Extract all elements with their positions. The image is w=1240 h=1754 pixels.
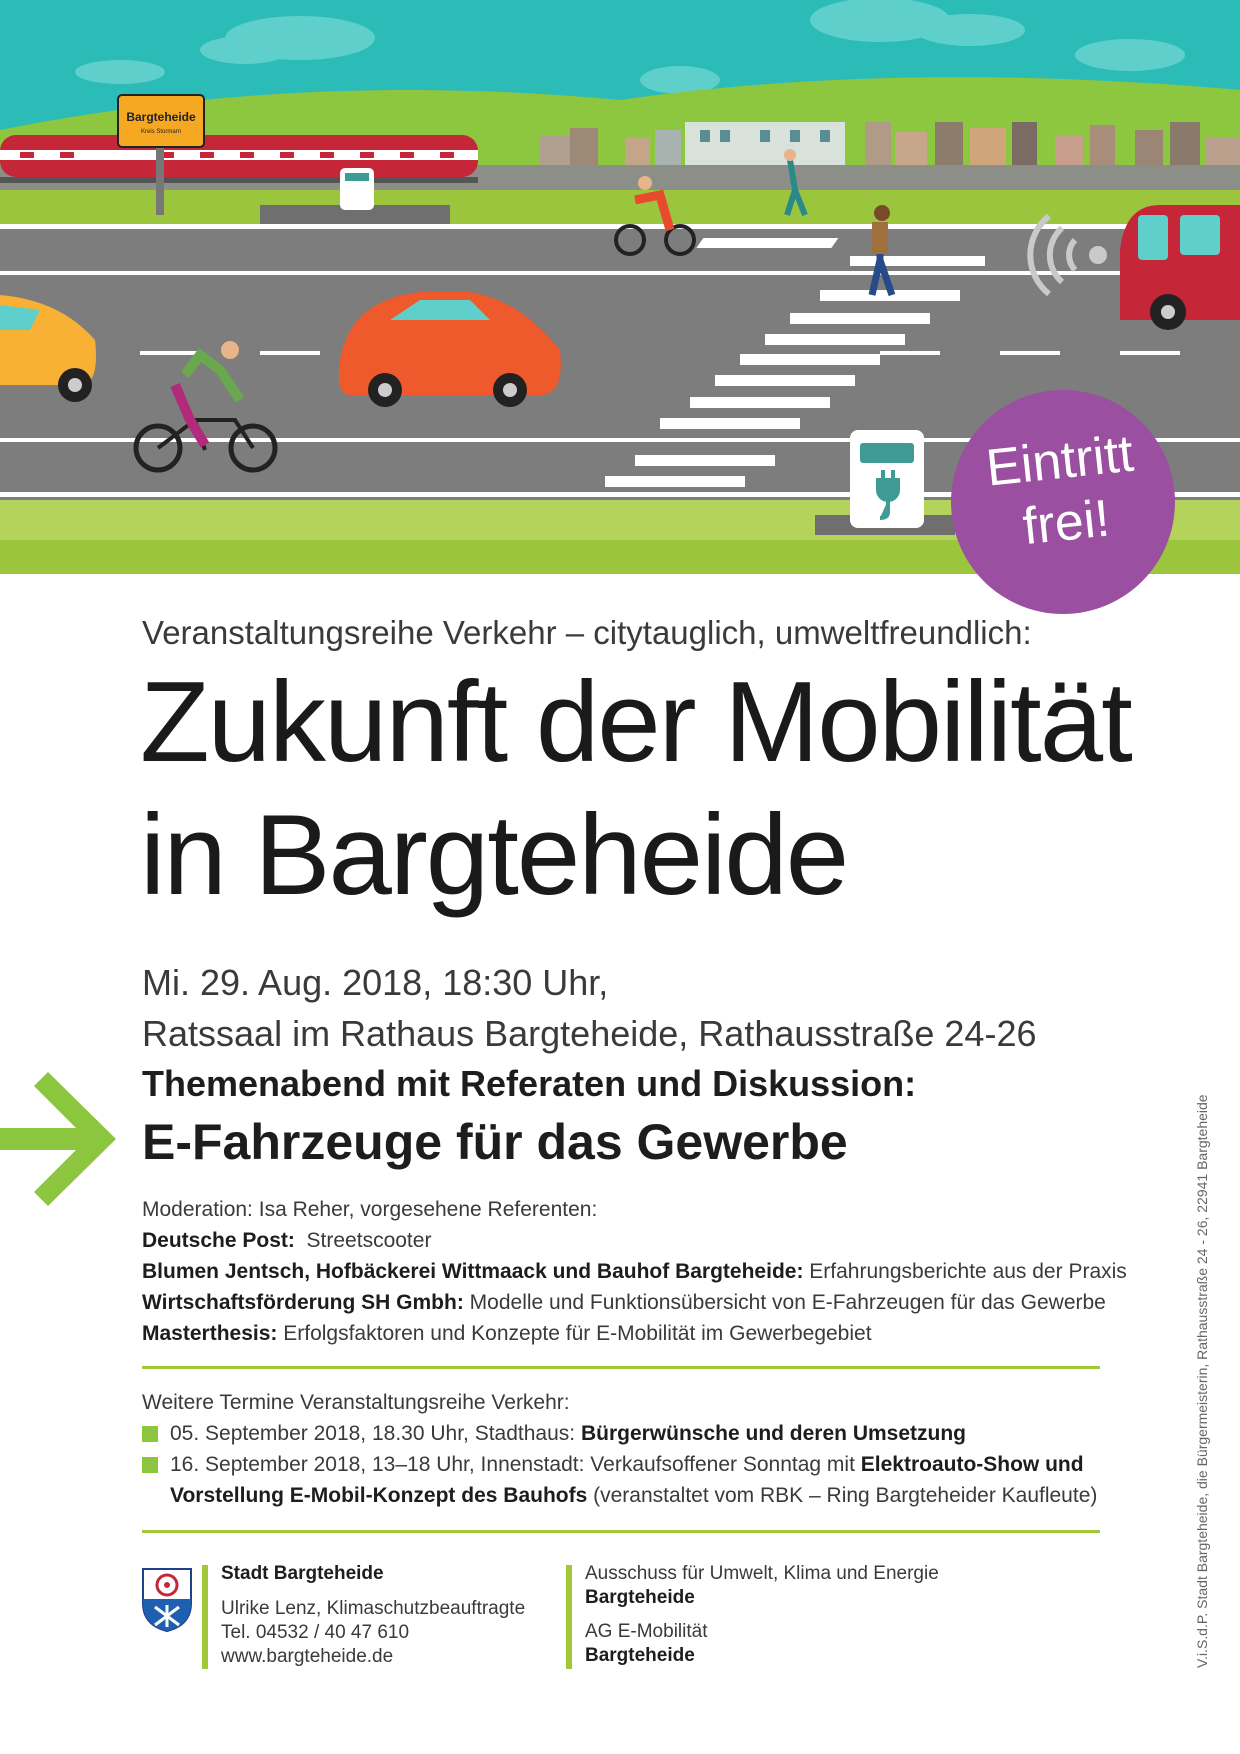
event-subject: E-Fahrzeuge für das Gewerbe xyxy=(142,1114,848,1170)
free-entry-badge-text xyxy=(945,419,1181,566)
more-dates-heading: Weitere Termine Veranstaltungsreihe Verkehr: xyxy=(142,1391,570,1414)
speaker-row xyxy=(142,1291,1106,1315)
speaker-topic: Modelle und Funktionsübersicht von E-Fahrzeugen für das Gewerbe xyxy=(469,1291,1106,1314)
divider xyxy=(142,1530,1100,1533)
more-dates-text: 16. September 2018, 13–18 Uhr, Innenstadt: Verkaufsoffener Sonntag mit xyxy=(170,1453,861,1476)
more-dates-bold: Vorstellung E-Mobil-Konzept des Bauhofs xyxy=(170,1484,588,1507)
footer-website: www.bargteheide.de xyxy=(221,1646,394,1667)
moderation-line: Moderation: Isa Reher, vorgesehene Referenten: xyxy=(142,1198,598,1221)
speaker-row xyxy=(142,1260,1127,1284)
more-dates-bold: Bürgerwünsche und deren Umsetzung xyxy=(580,1422,966,1445)
speaker-topic: Streetscooter xyxy=(306,1229,432,1252)
more-dates-item xyxy=(170,1422,966,1446)
speaker-name: Deutsche Post: xyxy=(142,1229,295,1252)
more-dates-item xyxy=(170,1453,1084,1477)
footer-committee-town: Bargteheide xyxy=(585,1587,695,1608)
divider xyxy=(142,1366,1100,1369)
speaker-topic: Erfahrungsberichte aus der Praxis xyxy=(809,1260,1127,1283)
town-crest-icon xyxy=(141,1567,193,1633)
footer-ag-town: Bargteheide xyxy=(585,1645,695,1666)
footer-ag: AG E-Mobilität xyxy=(585,1621,708,1642)
speaker-row xyxy=(142,1322,872,1346)
footer-divider xyxy=(566,1565,572,1669)
footer-org: Stadt Bargteheide xyxy=(221,1563,384,1584)
title-line1: Zukunft der Mobilität xyxy=(140,659,1131,786)
town-sign: Bargteheide xyxy=(126,110,196,124)
town-sign-sub: Kreis Stormarn xyxy=(140,129,182,135)
footer-committee: Ausschuss für Umwelt, Klima und Energie xyxy=(585,1563,939,1584)
speaker-name: Masterthesis: xyxy=(142,1322,278,1345)
arrow-right-icon xyxy=(0,1072,116,1206)
speaker-topic: Erfolgsfaktoren und Konzepte für E-Mobilität im Gewerbegebiet xyxy=(283,1322,872,1345)
more-dates-text: 05. September 2018, 18.30 Uhr, Stadthaus: xyxy=(170,1422,581,1445)
title-line2: in Bargteheide xyxy=(140,792,848,919)
more-dates-text: (veranstaltet vom RBK – Ring Bargteheider Kaufleute) xyxy=(587,1484,1098,1507)
event-date: Mi. 29. Aug. 2018, 18:30 Uhr, xyxy=(142,962,609,1003)
badge-line2: frei! xyxy=(1020,489,1113,557)
bullet-icon xyxy=(142,1426,158,1442)
more-dates-bold: Elektroauto-Show und xyxy=(860,1453,1084,1476)
speaker-row xyxy=(142,1229,431,1253)
badge-line1: Eintritt xyxy=(983,424,1137,498)
imprint-vertical: V.i.S.d.P. Stadt Bargteheide, die Bürgermeisterin, Rathausstraße 24 - 26, 22941 Bargteheide xyxy=(1194,1094,1210,1668)
speaker-name: Wirtschaftsförderung SH Gmbh: xyxy=(142,1291,464,1314)
more-dates-item-cont xyxy=(170,1484,1097,1508)
series-subtitle: Veranstaltungsreihe Verkehr – citytauglich, umweltfreundlich: xyxy=(142,614,1032,651)
footer-divider xyxy=(202,1565,208,1669)
bullet-icon xyxy=(142,1457,158,1473)
event-theme: Themenabend mit Referaten und Diskussion: xyxy=(142,1063,917,1104)
footer-contact: Ulrike Lenz, Klimaschutzbeauftragte xyxy=(221,1598,526,1619)
speaker-name: Blumen Jentsch, Hofbäckerei Wittmaack und Bauhof Bargteheide: xyxy=(142,1260,804,1283)
event-venue: Ratssaal im Rathaus Bargteheide, Rathausstraße 24-26 xyxy=(142,1013,1037,1054)
footer-phone: Tel. 04532 / 40 47 610 xyxy=(221,1622,410,1643)
